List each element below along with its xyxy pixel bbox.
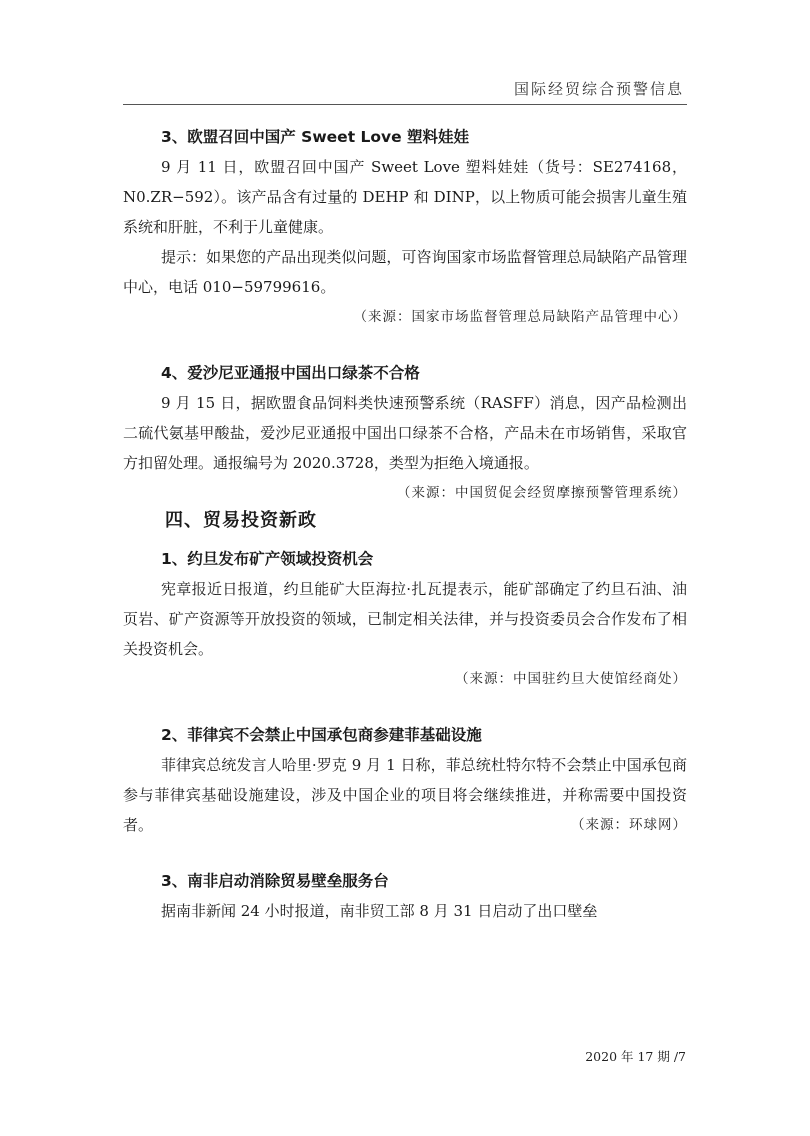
item-paragraph: 9 月 15 日，据欧盟食品饲料类快速预警系统（RASFF）消息，因产品检测出二硫代氨基甲酸盐，爱沙尼亚通报中国出口绿茶不合格，产品未在市场销售，采取官方扣留处理。通报编号为 2020.3728，类型为拒绝入境通报。 （来源：中国贸促会经贸摩擦预警管理系统）: [123, 388, 687, 478]
news-item-philippines-infrastructure: [123, 720, 687, 840]
page-number: 2020 年 17 期 /7: [585, 1049, 686, 1064]
header-title: 国际经贸综合预警信息: [513, 80, 684, 98]
item-source: （来源：国家市场监督管理总局缺陷产品管理中心）: [353, 309, 687, 325]
item-title: 3、南非启动消除贸易壁垒服务台: [161, 872, 389, 890]
news-item-south-africa-trade: [123, 866, 687, 926]
item-title: 3、欧盟召回中国产 Sweet Love 塑料娃娃: [161, 128, 470, 146]
item-title: 4、爱沙尼亚通报中国出口绿茶不合格: [161, 364, 420, 382]
item-title: 1、约旦发布矿产领域投资机会: [161, 550, 374, 568]
item-paragraph: 9 月 11 日，欧盟召回中国产 Sweet Love 塑料娃娃（货号：SE274168，N0.ZR−592）。该产品含有过量的 DEHP 和 DINP，以上物质可能会损害儿童生殖系统和肝脏，不利于儿童健康。: [123, 158, 687, 236]
item-paragraph: 据南非新闻 24 小时报道，南非贸工部 8 月 31 日启动了出口壁垒: [161, 902, 598, 920]
news-item-eu-recall: [123, 122, 687, 332]
item-title: 2、菲律宾不会禁止中国承包商参建菲基础设施: [161, 726, 482, 744]
header-rule: [123, 104, 687, 105]
news-item-jordan-mining: [123, 544, 687, 694]
page-content: [123, 122, 687, 952]
item-paragraph: 提示：如果您的产品出现类似问题，可咨询国家市场监督管理总局缺陷产品管理中心，电话 010−59799616。: [123, 248, 687, 296]
item-paragraph: 宪章报近日报道，约旦能矿大臣海拉·扎瓦提表示，能矿部确定了约旦石油、油页岩、矿产资源等开放投资的领域，已制定相关法律，并与投资委员会合作发布了相关投资机会。: [123, 580, 687, 658]
section-title: 四、贸易投资新政: [165, 510, 317, 531]
news-item-estonia-green-tea: [123, 358, 687, 501]
item-source: （来源：中国驻约旦大使馆经商处）: [455, 671, 687, 687]
item-source: （来源：中国贸促会经贸摩擦预警管理系统）: [397, 485, 687, 501]
item-paragraph: 菲律宾总统发言人哈里·罗克 9 月 1 日称，菲总统杜特尔特不会禁止中国承包商参与菲律宾基础设施建设，涉及中国企业的项目将会继续推进，并称需要中国投资者。 （来源：环球网）: [123, 750, 687, 840]
item-source: （来源：环球网）: [571, 817, 687, 833]
